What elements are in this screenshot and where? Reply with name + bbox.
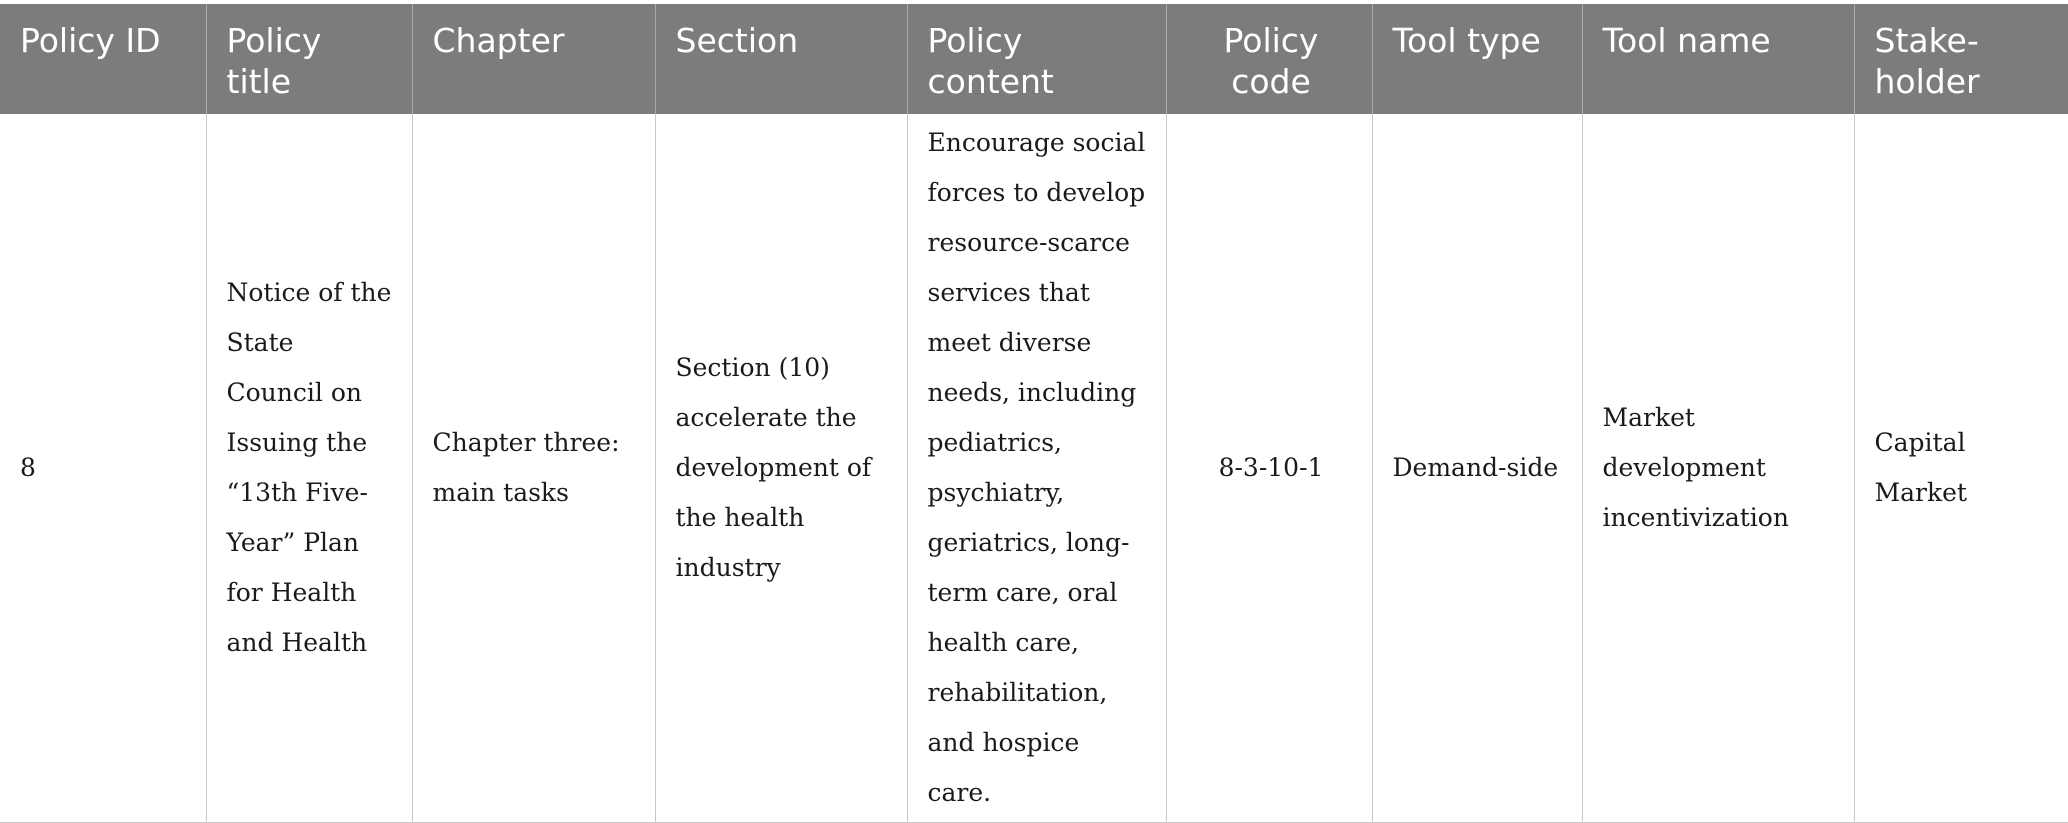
header-row xyxy=(0,4,2068,114)
policy-table xyxy=(0,4,2068,823)
header-policy-title: Policy title xyxy=(206,4,412,114)
cell-tool-type: Demand-side xyxy=(1372,114,1582,823)
header-tool-name: Tool name xyxy=(1582,4,1854,114)
cell-tool-name: Market development incentivization xyxy=(1582,114,1854,823)
header-stakeholder: Stake- holder xyxy=(1854,4,2068,114)
header-policy-id: Policy ID xyxy=(0,4,206,114)
header-policy-code: Policy code xyxy=(1166,4,1372,114)
cell-stakeholder: Capital Market xyxy=(1854,114,2068,823)
header-chapter: Chapter xyxy=(412,4,655,114)
header-policy-content: Policy content xyxy=(907,4,1166,114)
table-row xyxy=(0,114,2068,823)
header-tool-type: Tool type xyxy=(1372,4,1582,114)
table-body xyxy=(0,114,2068,823)
cell-policy-title: Notice of the State Council on Issuing the “13th Five-Year” Plan for Health and Health xyxy=(206,114,412,823)
cell-policy-id: 8 xyxy=(0,114,206,823)
cell-policy-code: 8-3-10-1 xyxy=(1166,114,1372,823)
cell-policy-content: Encourage social forces to develop resource-scarce services that meet diverse needs, including pediatrics, psychiatry, geriatrics, long-term care, oral health care, rehabilitation, and hospice care. xyxy=(907,114,1166,823)
policy-table-container xyxy=(0,4,2068,823)
table-header xyxy=(0,4,2068,114)
cell-chapter: Chapter three: main tasks xyxy=(412,114,655,823)
cell-section: Section (10) accelerate the development of the health industry xyxy=(655,114,907,823)
header-section: Section xyxy=(655,4,907,114)
